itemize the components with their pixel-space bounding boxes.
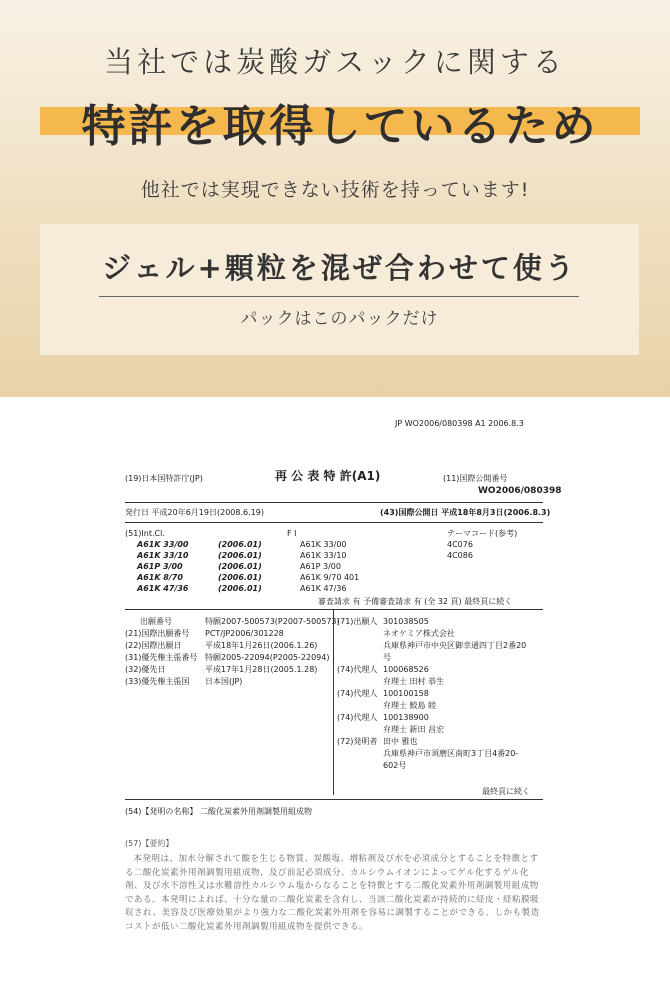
divider bbox=[125, 502, 543, 503]
intro-text: 当社では炭酸ガスックに関する bbox=[104, 45, 566, 79]
field-label: (21)国際出願番号 bbox=[125, 629, 190, 638]
field-value: 弁理士 田村 恭生 bbox=[383, 677, 445, 686]
field-label: (31)優先権主張番号 bbox=[125, 653, 198, 662]
field-value: 平成18年1月26日(2006.1.26) bbox=[205, 641, 318, 650]
theme-code-label: テーマコード(参考) bbox=[447, 529, 518, 538]
patent-title: 再 公 表 特 許(A1) bbox=[275, 469, 381, 483]
cls-code: A61K 33/00 bbox=[137, 540, 189, 549]
cls-fi: A61P 3/00 bbox=[300, 562, 341, 571]
field-value: 特願2005-22094(P2005-22094) bbox=[205, 653, 330, 662]
feature-divider bbox=[99, 296, 579, 297]
field-value: 田中 雅也 bbox=[383, 737, 418, 746]
column-divider bbox=[333, 609, 334, 795]
cls-version: (2006.01) bbox=[218, 540, 262, 549]
field-value: 兵庫県神戸市須磨区南町3丁目4番20- bbox=[383, 749, 519, 758]
feature-box bbox=[40, 224, 639, 355]
cls-fi: A61K 33/10 bbox=[300, 551, 347, 560]
patent-document bbox=[0, 397, 670, 986]
headline-block bbox=[40, 93, 640, 152]
field-label: (72)発明者 bbox=[337, 737, 378, 746]
field-value: 日本国(JP) bbox=[205, 677, 243, 686]
cls-version: (2006.01) bbox=[218, 573, 262, 582]
continued-note: 最終頁に続く bbox=[482, 787, 530, 796]
field-label: 出願番号 bbox=[140, 617, 172, 626]
cls-theme: 4C086 bbox=[447, 551, 473, 560]
divider bbox=[125, 799, 543, 800]
divider bbox=[125, 609, 543, 610]
field-value: 兵庫県神戸市中央区御幸通四丁目2番20 bbox=[383, 641, 527, 650]
headline: 特許を取得しているため bbox=[81, 101, 599, 152]
exam-request: 審査請求 有 予備審査請求 有 (全 32 頁) 最終頁に続く bbox=[318, 597, 513, 606]
cls-version: (2006.01) bbox=[218, 584, 262, 593]
cls-version: (2006.01) bbox=[218, 551, 262, 560]
abstract-body: 本発明は、加水分解されて酸を生じる物質、炭酸塩、増粘剤及び水を必須成分とすることを特徴とする二酸化炭素外用剤調製用組成物、及び前記必須成分、カルシウムイオンによってゲル化するゲル化剤、及び水不溶性又は水難溶性カルシウム塩からなることを特徴とする二酸化炭素外用剤調製用組成物である。本発明によれば、十分な量の二酸化炭素を含有し、当該二酸化炭素が持続的に経皮・経粘膜吸収され、美容及び医療効果がより強力な二酸化炭素外用剤を容易に調製することができる。しかも製造コストが低い二酸化炭素外用剤調製用組成物を提供できる。 bbox=[125, 854, 540, 932]
field-value: 301038505 bbox=[383, 617, 429, 626]
field-value: 100068526 bbox=[383, 665, 429, 674]
intl-pub-date: (43)国際公開日 平成18年8月3日(2006.8.3) bbox=[380, 508, 551, 517]
field-value: 100138900 bbox=[383, 713, 429, 722]
divider bbox=[125, 522, 543, 523]
field-value: 特願2007-500573(P2007-500573) bbox=[205, 617, 340, 626]
feature-subtitle: パックはこのパックだけ bbox=[240, 309, 439, 329]
doc-reference: JP WO2006/080398 A1 2006.8.3 bbox=[395, 419, 524, 428]
pub-no-label: (11)国際公開番号 bbox=[443, 474, 508, 483]
promo-header bbox=[0, 0, 670, 397]
field-value: 602号 bbox=[383, 761, 407, 770]
field-label: (22)国際出願日 bbox=[125, 641, 182, 650]
field-label: (74)代理人 bbox=[337, 665, 378, 674]
issuer: (19)日本国特許庁(JP) bbox=[125, 474, 203, 483]
field-value: 弁理士 鮫島 睦 bbox=[383, 701, 437, 710]
cls-code: A61P 3/00 bbox=[137, 562, 183, 571]
field-label: (74)代理人 bbox=[337, 713, 378, 722]
tagline: 他社では実現できない技術を持っています! bbox=[140, 179, 530, 201]
int-cl-label: (51)Int.Cl. bbox=[125, 529, 165, 538]
cls-version: (2006.01) bbox=[218, 562, 262, 571]
field-value: 弁理士 新田 昌宏 bbox=[383, 725, 445, 734]
field-value: 平成17年1月28日(2005.1.28) bbox=[205, 665, 318, 674]
pub-no: WO2006/080398 bbox=[478, 486, 562, 496]
cls-fi: A61K 9/70 401 bbox=[300, 573, 360, 582]
field-value: PCT/JP2006/301228 bbox=[205, 629, 284, 638]
cls-fi: A61K 33/00 bbox=[300, 540, 347, 549]
cls-code: A61K 8/70 bbox=[137, 573, 183, 582]
cls-code: A61K 47/36 bbox=[137, 584, 189, 593]
field-value: 100100158 bbox=[383, 689, 429, 698]
field-label: (74)代理人 bbox=[337, 689, 378, 698]
field-value: 号 bbox=[383, 653, 391, 662]
feature-title: ジェル+顆粒を混ぜ合わせて使う bbox=[102, 251, 577, 285]
field-label: (32)優先日 bbox=[125, 665, 166, 674]
fi-label: F I bbox=[287, 529, 297, 538]
field-label: (71)出願人 bbox=[337, 617, 378, 626]
field-label: (33)優先権主張国 bbox=[125, 677, 190, 686]
cls-code: A61K 33/10 bbox=[137, 551, 189, 560]
issue-date: 発行日 平成20年6月19日(2008.6.19) bbox=[125, 508, 264, 517]
abstract-heading: (57)【要約】 bbox=[125, 839, 174, 848]
cls-fi: A61K 47/36 bbox=[300, 584, 347, 593]
invention-title: (54)【発明の名称】 二酸化炭素外用剤調製用組成物 bbox=[125, 807, 312, 816]
field-value: ネオケミア株式会社 bbox=[383, 629, 455, 638]
cls-theme: 4C076 bbox=[447, 540, 473, 549]
